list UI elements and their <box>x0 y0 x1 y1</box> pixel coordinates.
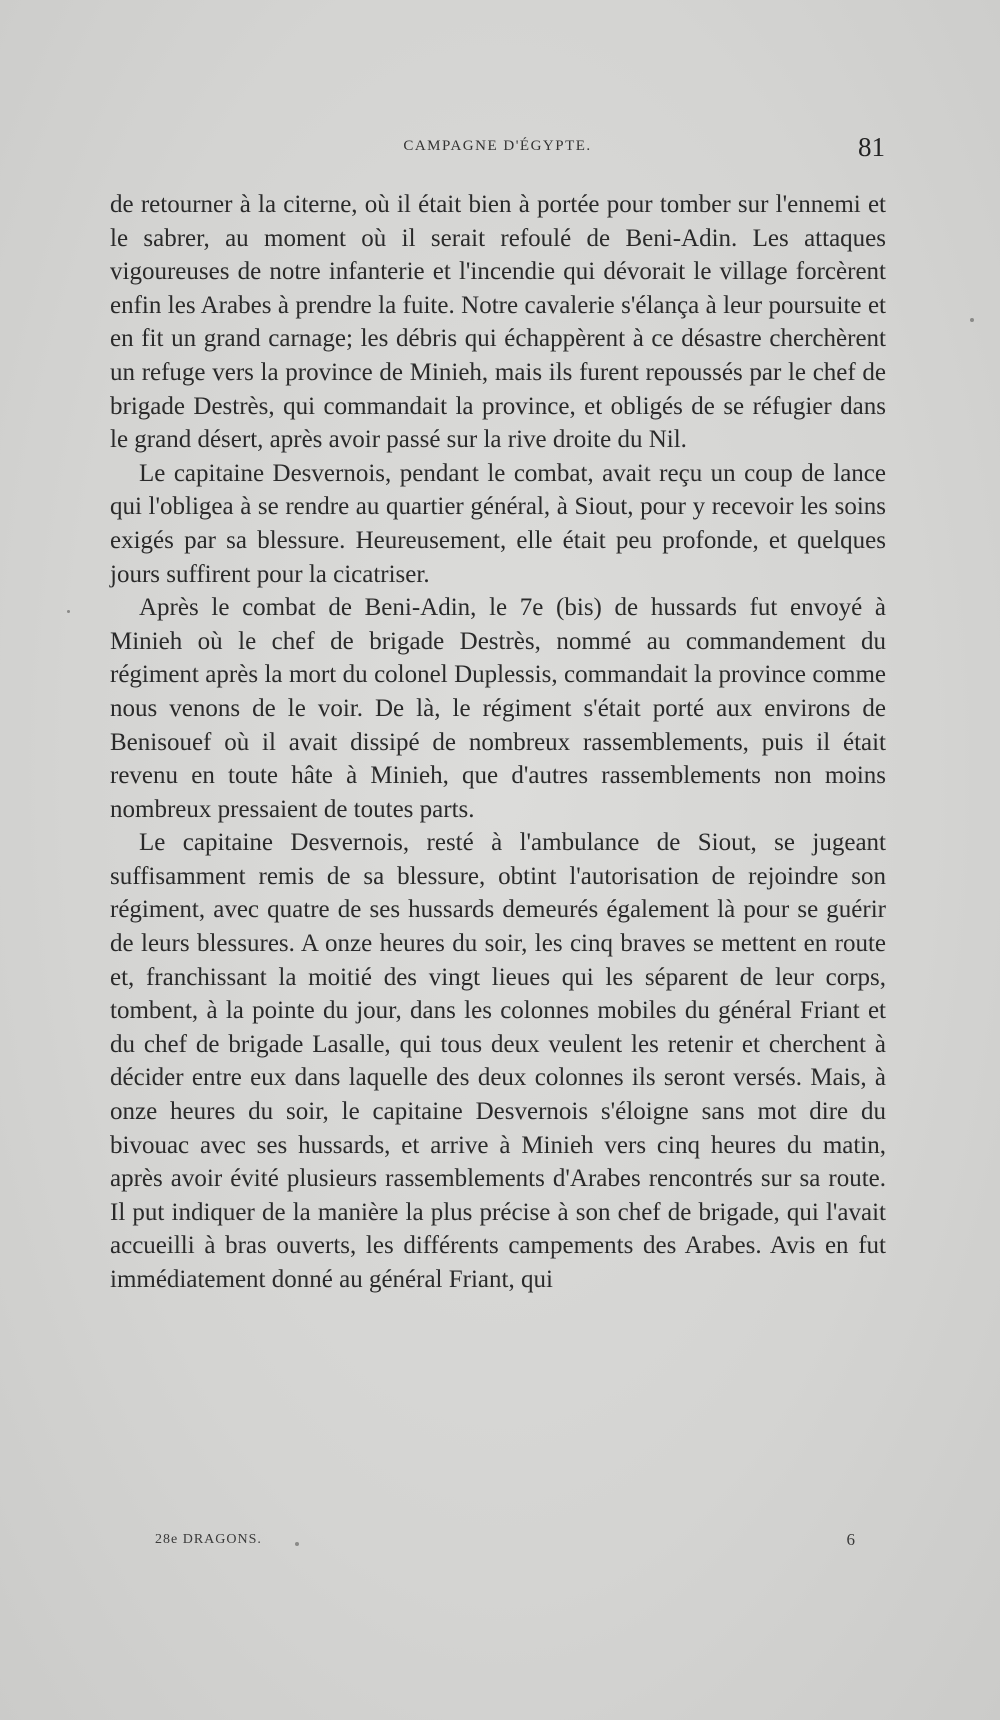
paper-speck <box>295 1542 299 1546</box>
page-header <box>110 132 885 172</box>
sheet-number: 6 <box>846 1530 855 1549</box>
paragraph-1: de retourner à la citerne, où il était bien à portée pour tomber sur l'ennemi et le sabrer, au moment où il serait refoulé de Beni-Adin. Les attaques vigoureuses de notre infanterie et l'incendie qui dévorait le village forcèrent enfin les Arabes à prendre la fuite. Notre cavalerie s'élança à leur poursuite et en fit un grand carnage; les débris qui échappèrent à ce désastre cherchèrent un refuge vers la province de Minieh, mais ils furent repoussés par le chef de brigade Destrès, qui commandait la province, et obligés de se réfugier dans le grand désert, après avoir passé sur la rive droite du Nil. <box>110 191 886 454</box>
running-head: CAMPAGNE D'ÉGYPTE. <box>403 138 592 154</box>
paragraph-3: Après le combat de Beni-Adin, le 7e (bis) de hussards fut envoyé à Minieh où le chef de brigade Destrès, nommé au commandement du régiment après la mort du colonel Duplessis, commandait la province comme nous venons de le voir. De là, le régiment s'était porté aux environs de Benisouef où il avait dissipé de nombreux rassemblements, puis il était revenu en toute hâte à Minieh, que d'autres rassemblements non moins nombreux pressaient de toutes parts. <box>110 594 886 823</box>
body-text <box>110 188 886 1297</box>
signature-mark: 28e DRAGONS. <box>155 1532 262 1547</box>
page-number: 81 <box>858 132 885 162</box>
page-footer <box>155 1532 855 1556</box>
paper-speck <box>970 318 974 322</box>
paragraph-2: Le capitaine Desvernois, pendant le combat, avait reçu un coup de lance qui l'obligea à se rendre au quartier général, à Siout, pour y recevoir les soins exigés par sa blessure. Heureusement, elle était peu profonde, et quelques jours suffirent pour la cicatriser. <box>110 459 886 588</box>
paper-speck <box>67 610 70 613</box>
paragraph-4: Le capitaine Desvernois, resté à l'ambulance de Siout, se jugeant suffisamment remis de sa blessure, obtint l'autorisation de rejoindre son régiment, avec quatre de ses hussards demeurés également là pour se guérir de leurs blessures. A onze heures du soir, les cinq braves se mettent en route et, franchissant la moitié des vingt lieues qui les séparent de leur corps, tombent, à la pointe du jour, dans les colonnes mobiles du général Friant et du chef de brigade Lasalle, qui tous deux veulent les retenir et cherchent à décider entre eux dans laquelle des deux colonnes ils seront versés. Mais, à onze heures du soir, le capitaine Desvernois s'éloigne sans mot dire du bivouac avec ses hussards, et arrive à Minieh vers cinq heures du matin, après avoir évité plusieurs rassemblements d'Arabes rencontrés sur sa route. Il put indiquer de la manière la plus précise à son chef de brigade, qui l'avait accueilli à bras ouverts, les différents campements des Arabes. Avis en fut immédiatement donné au général Friant, qui <box>110 829 886 1293</box>
